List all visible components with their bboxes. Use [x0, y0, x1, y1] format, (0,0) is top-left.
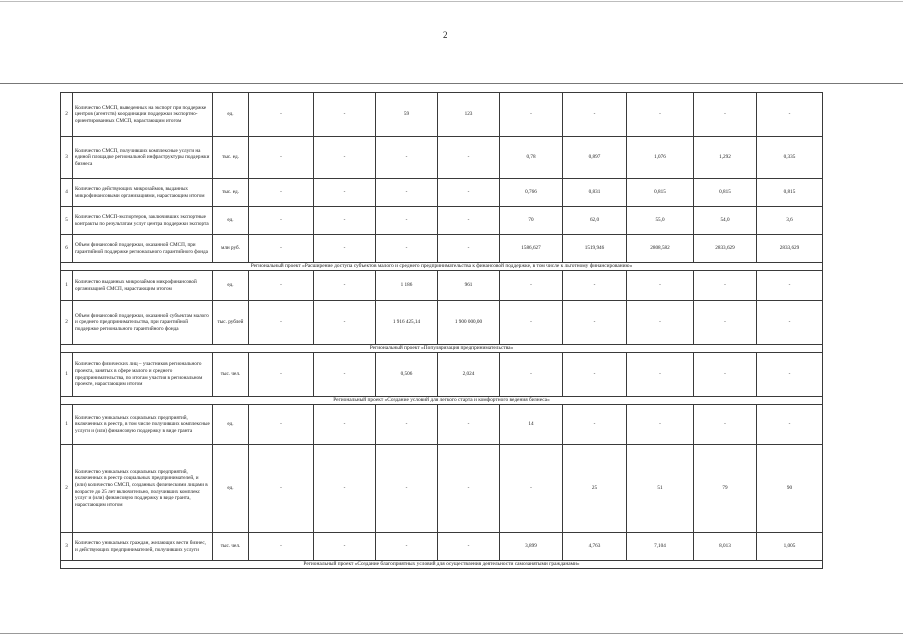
value-cell: 123 — [438, 93, 500, 137]
value-cell: - — [249, 207, 314, 235]
value-cell: - — [500, 93, 563, 137]
value-cell: 51 — [627, 445, 694, 533]
value-cell: - — [314, 353, 376, 397]
value-cell: - — [249, 445, 314, 533]
value-cell: - — [694, 405, 757, 445]
row-number: 1 — [61, 271, 73, 301]
value-cell: - — [694, 301, 757, 345]
value-cell: - — [314, 445, 376, 533]
unit-cell: ед. — [213, 271, 249, 301]
page-number: 2 — [443, 30, 448, 40]
value-cell: - — [694, 271, 757, 301]
value-cell: 0,506 — [376, 353, 438, 397]
value-cell: 0,815 — [627, 179, 694, 207]
value-cell: 70 — [500, 207, 563, 235]
scan-edge-top — [0, 1, 903, 2]
value-cell: - — [249, 93, 314, 137]
value-cell: 0,831 — [563, 179, 627, 207]
value-cell: - — [757, 93, 823, 137]
value-cell: - — [500, 353, 563, 397]
table-row — [61, 207, 823, 235]
value-cell: 1,005 — [757, 533, 823, 561]
value-cell: - — [314, 137, 376, 179]
value-cell: - — [500, 445, 563, 533]
indicators-table — [60, 92, 823, 569]
scan-edge-bottom — [0, 633, 903, 634]
value-cell: - — [757, 353, 823, 397]
value-cell: 0,78 — [500, 137, 563, 179]
value-cell: 961 — [438, 271, 500, 301]
value-cell: 1586,627 — [500, 235, 563, 263]
section-title: Региональный проект «Создание благоприятных условий для осуществления деятельности самозанятыми гражданами» — [61, 561, 823, 569]
value-cell: - — [500, 301, 563, 345]
value-cell: - — [249, 301, 314, 345]
value-cell: - — [314, 235, 376, 263]
table-row — [61, 271, 823, 301]
row-number: 1 — [61, 405, 73, 445]
value-cell: 1,292 — [694, 137, 757, 179]
indicator-name: Количество выданных микрозаймов микрофинансовой организацией СМСП, нарастающим итогом — [73, 271, 213, 301]
value-cell: 59 — [376, 93, 438, 137]
value-cell: 1 916 425,14 — [376, 301, 438, 345]
value-cell: 3,899 — [500, 533, 563, 561]
value-cell: 0,335 — [757, 137, 823, 179]
value-cell: - — [563, 353, 627, 397]
value-cell: 0,815 — [757, 179, 823, 207]
value-cell: - — [500, 271, 563, 301]
value-cell: 2833,629 — [757, 235, 823, 263]
unit-cell: ед. — [213, 405, 249, 445]
value-cell: 4,763 — [563, 533, 627, 561]
value-cell: 1519,946 — [563, 235, 627, 263]
value-cell: - — [314, 405, 376, 445]
value-cell: - — [627, 405, 694, 445]
table-row — [61, 301, 823, 345]
section-header-row — [61, 397, 823, 405]
value-cell: - — [757, 301, 823, 345]
value-cell: - — [627, 301, 694, 345]
table-row — [61, 137, 823, 179]
value-cell: - — [376, 405, 438, 445]
section-header-row — [61, 263, 823, 271]
value-cell: 79 — [694, 445, 757, 533]
value-cell: - — [314, 207, 376, 235]
value-cell: 14 — [500, 405, 563, 445]
value-cell: - — [249, 235, 314, 263]
value-cell: - — [249, 353, 314, 397]
indicator-name: Количество уникальных социальных предприятий, включенных в реестр социальных предпринимателей, и (или) количество СМСП, созданных физическими лицами в возрасте до 25 лет включительно, получивших комплекс услуг и (или) финансовую поддержку в виде гранта, нарастающим итогом — [73, 445, 213, 533]
indicator-name: Объем финансовой поддержки, оказанной субъектам малого и среднего предпринимательства, при гарантийной поддержке регионального гарантийного фонда — [73, 301, 213, 345]
table-row — [61, 235, 823, 263]
row-number: 3 — [61, 533, 73, 561]
value-cell: - — [376, 235, 438, 263]
value-cell: - — [438, 179, 500, 207]
header-rule — [0, 83, 903, 84]
value-cell: 0,766 — [500, 179, 563, 207]
value-cell: - — [376, 179, 438, 207]
value-cell: - — [314, 301, 376, 345]
unit-cell: ед. — [213, 445, 249, 533]
table-row — [61, 445, 823, 533]
indicator-name: Количество физических лиц – участников регионального проекта, занятых в сфере малого и среднего предпринимательства, по итогам участия в региональном проекте, нарастающим итогом — [73, 353, 213, 397]
value-cell: - — [376, 207, 438, 235]
value-cell: - — [249, 179, 314, 207]
value-cell: 2,024 — [438, 353, 500, 397]
row-number: 4 — [61, 179, 73, 207]
value-cell: - — [438, 405, 500, 445]
value-cell: 2808,582 — [627, 235, 694, 263]
value-cell: 0,897 — [563, 137, 627, 179]
section-header-row — [61, 345, 823, 353]
unit-cell: тыс. ед. — [213, 137, 249, 179]
unit-cell: тыс. чел. — [213, 533, 249, 561]
row-number: 3 — [61, 137, 73, 179]
value-cell: - — [376, 137, 438, 179]
value-cell: - — [563, 271, 627, 301]
value-cell: - — [249, 271, 314, 301]
value-cell: 1,076 — [627, 137, 694, 179]
table-row — [61, 93, 823, 137]
table-row — [61, 179, 823, 207]
value-cell: 1 900 000,00 — [438, 301, 500, 345]
value-cell: - — [314, 93, 376, 137]
row-number: 2 — [61, 301, 73, 345]
value-cell: - — [314, 271, 376, 301]
table-row — [61, 353, 823, 397]
value-cell: 54,0 — [694, 207, 757, 235]
section-title: Региональный проект «Популяризация предпринимательства» — [61, 345, 823, 353]
value-cell: - — [438, 445, 500, 533]
unit-cell: тыс. ед. — [213, 179, 249, 207]
value-cell: - — [694, 353, 757, 397]
value-cell: - — [438, 533, 500, 561]
value-cell: - — [438, 235, 500, 263]
value-cell: 1 186 — [376, 271, 438, 301]
unit-cell: ед. — [213, 207, 249, 235]
value-cell: - — [249, 405, 314, 445]
indicator-name: Количество уникальных социальных предприятий, включенных в реестр, в том числе получивших комплексные услуги и (или) финансовую поддержку в виде гранта — [73, 405, 213, 445]
section-header-row — [61, 561, 823, 569]
value-cell: - — [563, 301, 627, 345]
unit-cell: млн руб. — [213, 235, 249, 263]
value-cell: - — [314, 179, 376, 207]
value-cell: - — [438, 137, 500, 179]
value-cell: - — [757, 271, 823, 301]
value-cell: - — [563, 405, 627, 445]
value-cell: 2833,629 — [694, 235, 757, 263]
value-cell: - — [249, 137, 314, 179]
indicator-name: Количество СМСП, выведенных на экспорт при поддержке центров (агентств) координации поддержки экспортно-ориентированных СМСП, нарастающим итогом — [73, 93, 213, 137]
value-cell: - — [627, 93, 694, 137]
row-number: 2 — [61, 445, 73, 533]
value-cell: - — [694, 93, 757, 137]
value-cell: - — [627, 353, 694, 397]
row-number: 6 — [61, 235, 73, 263]
value-cell: 8,013 — [694, 533, 757, 561]
indicator-name: Количество СМСП-экспортеров, заключивших экспортные контракты по результатам услуг центра поддержки экспорта — [73, 207, 213, 235]
value-cell: - — [627, 271, 694, 301]
value-cell: 90 — [757, 445, 823, 533]
unit-cell: тыс. чел. — [213, 353, 249, 397]
value-cell: 0,815 — [694, 179, 757, 207]
unit-cell: тыс. рублей — [213, 301, 249, 345]
value-cell: - — [438, 207, 500, 235]
value-cell: 62,0 — [563, 207, 627, 235]
unit-cell: ед. — [213, 93, 249, 137]
row-number: 1 — [61, 353, 73, 397]
table-row — [61, 405, 823, 445]
value-cell: 3,6 — [757, 207, 823, 235]
row-number: 2 — [61, 93, 73, 137]
value-cell: 7,104 — [627, 533, 694, 561]
value-cell: - — [249, 533, 314, 561]
indicator-name: Объем финансовой поддержки, оказанной СМСП, при гарантийной поддержке регионального гарантийного фонда — [73, 235, 213, 263]
value-cell: 25 — [563, 445, 627, 533]
table-row — [61, 533, 823, 561]
value-cell: - — [376, 533, 438, 561]
section-title: Региональный проект «Расширение доступа субъектов малого и среднего предпринимательства к финансовой поддержке, в том числе к льготному финансированию» — [61, 263, 823, 271]
section-title: Региональный проект «Создание условий для легкого старта и комфортного ведения бизнеса» — [61, 397, 823, 405]
value-cell: 55,0 — [627, 207, 694, 235]
indicator-name: Количество действующих микрозаймов, выданных микрофинансовыми организациями, нарастающим итогом — [73, 179, 213, 207]
indicator-name: Количество уникальных граждан, желающих вести бизнес, и действующих предпринимателей, получивших услуги — [73, 533, 213, 561]
indicator-name: Количество СМСП, получивших комплексные услуги на единой площадке региональной инфраструктуры поддержки бизнеса — [73, 137, 213, 179]
value-cell: - — [376, 445, 438, 533]
row-number: 5 — [61, 207, 73, 235]
value-cell: - — [314, 533, 376, 561]
value-cell: - — [563, 93, 627, 137]
value-cell: - — [757, 405, 823, 445]
